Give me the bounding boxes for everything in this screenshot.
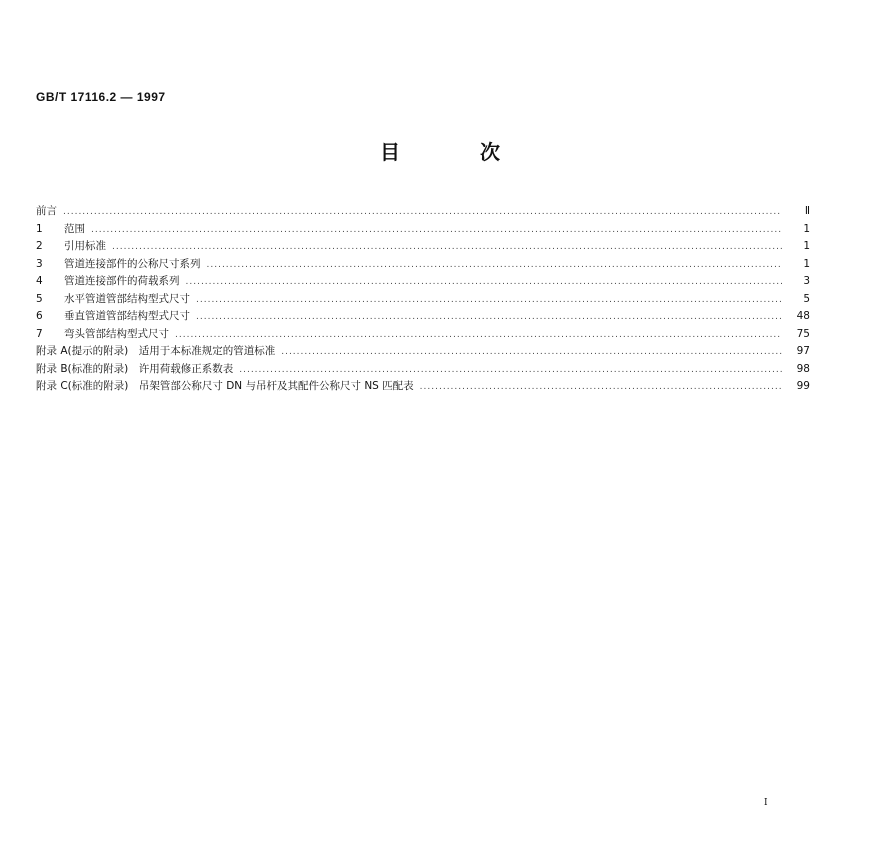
toc-label: 弯头管部结构型式尺寸 bbox=[64, 327, 169, 340]
toc-number: 7 bbox=[36, 327, 43, 340]
toc-entry-7[interactable] bbox=[36, 326, 810, 344]
toc-leader bbox=[207, 257, 783, 274]
toc-label: 引用标准 bbox=[64, 240, 106, 252]
toc-label: 水平管道管部结构型式尺寸 bbox=[64, 292, 190, 305]
toc-label: 附录 C(标准的附录) 吊架管部公称尺寸 DN 与吊杆及其配件公称尺寸 NS 匹配表 bbox=[36, 380, 414, 392]
toc-leader bbox=[186, 274, 783, 291]
toc-entry-appendix-c[interactable] bbox=[36, 378, 810, 396]
title-char-2: 次 bbox=[480, 140, 500, 164]
toc-leader bbox=[196, 309, 782, 326]
toc-label: 范围 bbox=[64, 222, 85, 235]
toc-page: 75 bbox=[796, 327, 810, 340]
toc-entry-3[interactable] bbox=[36, 256, 810, 274]
toc-page: 98 bbox=[796, 362, 810, 375]
toc-page: Ⅱ bbox=[804, 205, 810, 217]
toc-page: 1 bbox=[803, 222, 810, 235]
title-char-1: 目 bbox=[380, 140, 400, 164]
toc-label: 管道连接部件的荷载系列 bbox=[64, 275, 180, 287]
toc-leader bbox=[112, 239, 782, 256]
standard-code: GB/T 17116.2 — 1997 bbox=[36, 90, 166, 104]
toc-page: 99 bbox=[796, 380, 810, 392]
toc-page: 48 bbox=[796, 310, 810, 322]
toc-page: 1 bbox=[803, 257, 810, 270]
toc-leader bbox=[281, 344, 782, 361]
toc-page: 1 bbox=[803, 240, 810, 252]
toc-entry-4[interactable] bbox=[36, 273, 810, 291]
toc-page: 97 bbox=[796, 345, 810, 357]
toc-number: 3 bbox=[36, 257, 43, 270]
toc-leader bbox=[175, 327, 782, 344]
table-of-contents bbox=[36, 203, 810, 396]
toc-entry-5[interactable] bbox=[36, 291, 810, 309]
toc-entry-foreword[interactable] bbox=[36, 203, 810, 221]
toc-leader bbox=[91, 222, 782, 239]
toc-number: 4 bbox=[36, 275, 43, 287]
toc-leader bbox=[63, 204, 782, 221]
toc-page: 3 bbox=[803, 275, 810, 287]
toc-page: 5 bbox=[803, 292, 810, 305]
toc-leader bbox=[420, 379, 782, 396]
toc-label: 附录 B(标准的附录) 许用荷载修正系数表 bbox=[36, 362, 234, 375]
toc-leader bbox=[196, 292, 782, 309]
toc-entry-1[interactable] bbox=[36, 221, 810, 239]
toc-label: 附录 A(提示的附录) 适用于本标准规定的管道标准 bbox=[36, 345, 276, 357]
toc-number: 6 bbox=[36, 310, 43, 322]
toc-entry-6[interactable] bbox=[36, 308, 810, 326]
toc-entry-appendix-a[interactable] bbox=[36, 343, 810, 361]
toc-label: 管道连接部件的公称尺寸系列 bbox=[64, 257, 201, 270]
toc-leader bbox=[239, 362, 782, 379]
toc-entry-appendix-b[interactable] bbox=[36, 361, 810, 379]
toc-number: 1 bbox=[36, 222, 43, 235]
toc-label: 前言 bbox=[36, 205, 57, 217]
toc-entry-2[interactable] bbox=[36, 238, 810, 256]
toc-label: 垂直管道管部结构型式尺寸 bbox=[64, 310, 190, 322]
page-folio: I bbox=[764, 798, 768, 808]
toc-number: 5 bbox=[36, 292, 43, 305]
page-title bbox=[0, 136, 870, 165]
toc-number: 2 bbox=[36, 240, 43, 252]
